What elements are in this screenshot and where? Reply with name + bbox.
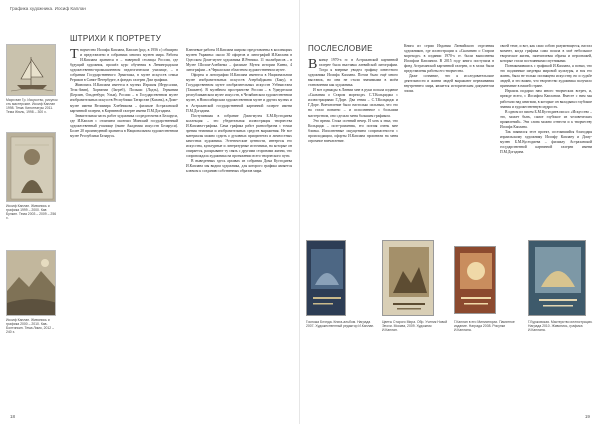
- book-caption: Госпожа Блэнда. Книга-альбом. Награда 2007. Художественный редактор И.Каплан.: [306, 320, 375, 329]
- left-text-column-2: [186, 48, 292, 174]
- paragraph: Значительная часть работ художника сосредоточена в Беларуси, где И.Каплан с отличием окончил Минский государственный художественный училище (ныне Академия искусств Беларуси). Более 20 произведений хранится в Национальном художественном музее Республики Беларусь.: [70, 113, 178, 138]
- side-thumbnail-2: [6, 132, 62, 220]
- paragraph: конце 1970-х гг. в Астраханской картинной галерее была выставка латвийской литографии. Тогда я впервые увидел графику известного художника Иосифа Каплана. Потом было ещё много выставок, но они не стали значимыми в моём становлении как художника.: [308, 58, 398, 88]
- running-head: Графика художника. Иосиф Каплан: [10, 6, 86, 11]
- book-cover-3: [454, 246, 496, 314]
- paragraph: своей теме, и вот, как само собою разумеющееся, настал момент, когда графика сама пошла в моё небольшое творческое жизнь, запечатлевая образы и персонажей, которые стали постоянными спутниками.: [500, 44, 592, 64]
- book-caption: Цветы Старого Мира. Обр. Ученик Новой Эпохи. Москва, 2009. Художник И.Каплан.: [382, 320, 448, 333]
- paragraph: Живопись И.Каплана имеется в музеях Израиля (Иерусалим, Тель-Авив), Хорватии (Загреб), Польши (Лодзь), Германии (Берлин, Ольденбург, Ульм), России – в Государственном музее изобразительных искусств Республики Татарстан (Казань), в Доме-музее имени Велимира Хлебникова – филиале Астраханской картинной галереи, в Картинной галерее имени П.М.Догадина.: [70, 83, 178, 113]
- book-cover-artwork: [383, 241, 434, 316]
- paragraph: Израиль подарил нам много творческих встреч, и, прежде всего, с Иосифом Капланом. Вместе с ним мы работали над книгами, в которые он вкладывал глубокие знания и художественную мудрость.: [500, 89, 592, 109]
- side-thumbnail-3: [6, 250, 62, 334]
- paragraph: Даже сознание, что я исследовательские деятельности и жизни людей выражают переживания внутреннего мира, является историческим документом эпохи.: [404, 74, 494, 94]
- thumbnail-caption: Иосиф Каплан. Живопись и графика 2000 – 2010. Кав-Болтинкин. Тема Лимо, 2012 – 240 х.: [6, 318, 54, 335]
- book-caption: Г.Каплан в его Миниатюрах. Памятное издание. Награда 2008. Рисунки И.Каплана.: [454, 320, 515, 333]
- drop-cap: В: [308, 58, 318, 72]
- thumbnail-caption: Иосиф Каплан. Живопись и графика 1999 – 2000. Кав Булкин. Тема 2003 – 2009 – 256 х.: [6, 204, 57, 221]
- right-page: [300, 0, 600, 424]
- book-cover-artwork: [455, 247, 496, 314]
- right-text-column-1: [308, 58, 398, 238]
- book-cover-artwork: [307, 241, 346, 316]
- paragraph: В одном из писем Б.М.Кустодиев писал: «Искусство – это, может быть, самое глубокое из человеческих проявлений». Эти слова можно отнести и к творчеству Иосифа Каплана.: [500, 109, 592, 129]
- paragraph: Поступившая в собрание Дома-музея Б.М.Кустодиева коллекция – это убедительная иллюстрация творчества И.Каплана-графика. Сама графика работ разнообразна с точки зрения тематики и изобразительных средств выражения. Не все материалы можно судить о духовных приоритетах и личностных качествах художника. Эстетические ценности, интересы его искусства, культурные и литературные источники, на которые он опирается, раскрывают ту связь с другими сторонами жизни, что сопровождала художника на протяжении всего творческого пути.: [186, 113, 292, 158]
- paragraph: Познакомившись с графикой И.Каплана, я понял, что это подлинные шедевры мировой культуры, и вся его жизнь, была не только посвящена искусству, но и судьбе людей, и это важно, что творчество художника получило признание в нашей стране.: [500, 64, 592, 89]
- sailing-ship-artwork: [7, 45, 56, 96]
- paragraph: ворчество Иосифа Каплана, Каплан (род. в 1956 г.) обширно и представлено в собраниях многих музеев мира. Работы И.Каплана хранятся в – наверной столицы России, где будущий художник, прошёл курс обучения в Ленинградском художественно-промышленном педагогическом училище, – в собрании Государственного Эрмитажа, в музее искусств семьи Рерихов в Санкт-Петербурге, в фондах галереи Дом графики.: [70, 48, 178, 83]
- paragraph: Ключевые работы И.Каплана широко представлены в коллекциях музеев Украины: около 30 офортов и литографий И.Каплана в Одесском Доме-музее художника И.Ревзика. 11 экслибрисов – в Музее Шолом-Алейхема – филиале Музея истории Киева, 4 литографии – в Черкасском областном художественном музее.: [186, 48, 292, 73]
- section-title: ШТРИХИ К ПОРТРЕТУ: [70, 34, 162, 43]
- drop-cap: Т: [70, 46, 79, 62]
- section-title: ПОСЛЕСЛОВИЕ: [308, 44, 373, 53]
- paragraph: Книга из серии Издания Латвийского отделения художников, где иллюстрации к «Сказанию о Старом мореходе» в издании 1970-х гг. были выполнены Иосифом Капланом. В 2015 году книга поступила в фонд Астраханской картинной галереи, и в залах были представлены работы его творчества.: [404, 44, 494, 74]
- side-thumbnail-1: [6, 44, 62, 114]
- right-text-column-2: [404, 44, 494, 238]
- figure-artwork: [7, 133, 56, 202]
- landscape-artwork: [7, 251, 56, 316]
- artwork-thumbnail: [6, 250, 56, 316]
- book-cover-2: [382, 240, 434, 316]
- paragraph: Это время. Стоял осенний вечер. И хоть я знал, что Кольридж – поэт-романтик, его поэзия очень мне близка. Исполненные ощущением сопричастности с происходящим, офорты И.Каплана произвели на меня огромное впечатление.: [308, 118, 398, 143]
- paragraph: В выведенных здесь архивах из собрания Дома Кустодиева И.Каплана мы видим художника, для которого графика является ключом к созданию собственных образов мира.: [186, 159, 292, 174]
- left-text-column-1: [70, 48, 178, 139]
- book-cover-artwork: [529, 241, 586, 316]
- page-number: 18: [10, 414, 16, 419]
- book-cover-4: [528, 240, 586, 316]
- book-covers-row: [306, 240, 596, 360]
- thumbnail-caption: Мари ван Гр. Искусство, рисунок сть мастерские. Иосиф Каплан 1998. Тема: Кинотеатры 2011. Тема Жюль, 1998 – 300 х.: [6, 98, 58, 115]
- paragraph: И вот однажды в Латвии мне в руки попала издание «Сказания о Старом мореходе» С.Т.Кольриджа с иллюстрациями Г.Доре. Два гения – С.Т.Кольридж и Г.Доре. Впечатление было настолько сильным, что это на стало понятно – и исполненное с большим мастерством, оно сделало меня большим графиком.: [308, 88, 398, 118]
- artwork-thumbnail: [6, 44, 56, 96]
- paragraph: Так появился этот проект, состоявшийся благодаря израильскому художнику Иосифу Каплану и Дому-музею Б.М.Кустодиева – филиалу Астраханской государственной картинной галереи имени П.М.Догадина.: [500, 129, 592, 154]
- page-number: 19: [584, 414, 590, 419]
- book-caption: Г.Буржовская. Мастерство иллюстрации. Награда 2010. Живопись, графика И.Каплана.: [528, 320, 593, 333]
- artwork-thumbnail: [6, 132, 56, 202]
- book-cover-1: [306, 240, 346, 316]
- paragraph: Офорты и литографии И.Каплана имеются в Национальном музее изобразительных искусств Азербайджана (Баку), в Государственном музее изобразительных искусств Узбекистана (Ташкент). В музейном пространстве России – в Удмуртском республиканском музее искусств, в Челябинском художественном музее, в Новосибирском художественном музее и других музеях и в Астраханской государственной картинной галерее имени П.М.Догадина.: [186, 73, 292, 113]
